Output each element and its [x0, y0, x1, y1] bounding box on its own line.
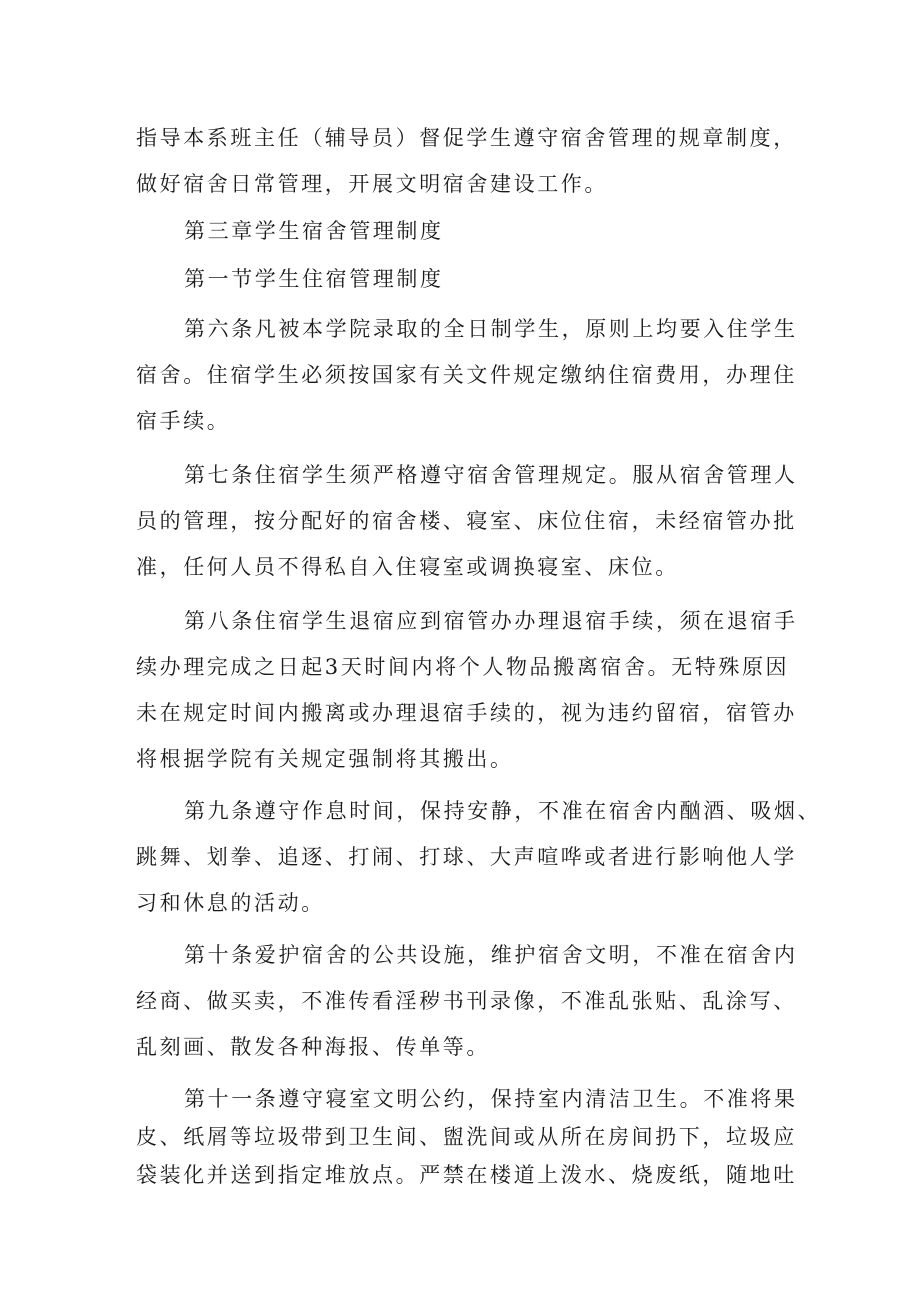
text-line: 将根据学院有关规定强制将其搬出。: [136, 747, 514, 771]
paragraph-article-9: [136, 788, 822, 926]
text-line: 准，任何人员不得私自入住寝室或调换寝室、床位。: [136, 555, 679, 579]
paragraph-article-7: [136, 452, 796, 590]
text-line: 袋装化并送到指定堆放点。严禁在楼道上泼水、烧废纸，随地吐: [136, 1163, 797, 1187]
text-line: 宿舍。住宿学生必须按国家有关文件规定缴纳住宿费用，办理住: [136, 363, 797, 387]
section-heading: [136, 256, 844, 302]
text-line: 第一节学生住宿管理制度: [184, 267, 444, 291]
text-line: 续办理完成之日起3天时间内将个人物品搬离宿舍。无特殊原因: [136, 655, 790, 679]
paragraph-article-8: [136, 598, 796, 782]
text-line: 宿手续。: [136, 409, 231, 433]
text-line: 做好宿舍日常管理，开展文明宿舍建设工作。: [136, 172, 608, 196]
text-line: 乱刻画、散发各种海报、传单等。: [136, 1035, 490, 1059]
text-line: 经商、做买卖，不准传看淫秽书刊录像，不准乱张贴、乱涂写、: [136, 989, 797, 1013]
text-line: 员的管理，按分配好的宿舍楼、寝室、床位住宿，未经宿管办批: [136, 509, 797, 533]
text-line: 指导本系班主任（辅导员）督促学生遵守宿舍管理的规章制度，: [136, 126, 797, 150]
text-line: 第十条爱护宿舍的公共设施，维护宿舍文明，不准在宿舍内: [184, 943, 798, 967]
text-line: 第三章学生宿舍管理制度: [184, 219, 444, 243]
text-line: 跳舞、划拳、追逐、打闹、打球、大声喧哗或者进行影响他人学: [136, 845, 797, 869]
chapter-heading: [136, 208, 844, 254]
text-line: 未在规定时间内搬离或办理退宿手续的，视为违约留宿，宿管办: [136, 701, 797, 725]
paragraph-intro: [136, 115, 796, 207]
text-line: 第七条住宿学生须严格遵守宿舍管理规定。服从宿舍管理人: [184, 463, 798, 487]
text-line: 第六条凡被本学院录取的全日制学生，原则上均要入住学生: [184, 317, 798, 341]
text-line: 习和休息的活动。: [136, 891, 325, 915]
text-line: 第十一条遵守寝室文明公约，保持室内清洁卫生。不准将果: [184, 1087, 798, 1111]
paragraph-article-6: [136, 306, 796, 444]
text-line: 皮、纸屑等垃圾带到卫生间、盥洗间或从所在房间扔下，垃圾应: [136, 1125, 797, 1149]
text-line: 第八条住宿学生退宿应到宿管办办理退宿手续，须在退宿手: [184, 609, 798, 633]
paragraph-article-11: [136, 1080, 796, 1194]
text-line: 第九条遵守作息时间，保持安静，不准在宿舍内酗酒、吸烟、: [184, 799, 822, 823]
paragraph-article-10: [136, 932, 796, 1070]
